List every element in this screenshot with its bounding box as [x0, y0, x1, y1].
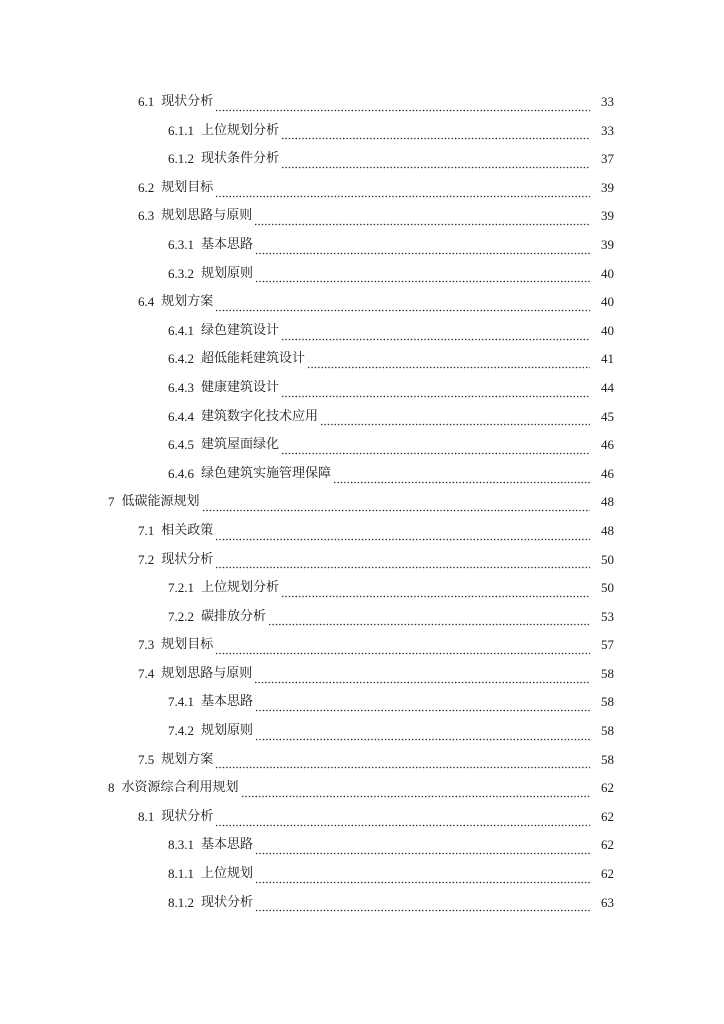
toc-entry-number: 6.3	[138, 208, 155, 224]
toc-entry-page: 62	[601, 780, 614, 796]
toc-entry[interactable]	[0, 317, 724, 346]
toc-entry[interactable]	[0, 860, 724, 889]
toc-entry-number: 6.4.5	[168, 437, 194, 453]
dot-leader	[215, 814, 590, 827]
toc-entry-title: 健康建筑设计	[201, 379, 280, 395]
toc-entry[interactable]	[0, 574, 724, 603]
toc-entry-number: 8	[108, 780, 115, 796]
toc-entry-number: 7.4.2	[168, 723, 194, 739]
toc-entry-title: 相关政策	[161, 522, 214, 538]
toc-entry-page: 40	[601, 294, 614, 310]
toc-entry-title: 上位规划分析	[201, 122, 280, 138]
toc-entry-page: 58	[601, 751, 614, 767]
toc-entry-title: 现状分析	[161, 94, 214, 109]
toc-entry[interactable]	[0, 831, 724, 860]
toc-entry-title: 现状分析	[161, 808, 214, 824]
toc-entry-title: 基本思路	[201, 837, 254, 853]
toc-entry-number: 7.2.2	[168, 608, 194, 624]
toc-entry-number: 7	[108, 494, 115, 510]
dot-leader	[254, 671, 590, 684]
toc-entry-page: 39	[601, 236, 614, 252]
toc-entry[interactable]	[0, 488, 724, 517]
dot-leader	[320, 413, 590, 426]
toc-entry-title: 碳排放分析	[201, 608, 267, 624]
toc-entry-page: 58	[601, 723, 614, 739]
toc-entry-page: 58	[601, 665, 614, 681]
toc-entry-number: 6.4.2	[168, 351, 194, 367]
toc-entry-page: 50	[601, 551, 614, 567]
toc-entry-number: 6.3.2	[168, 265, 194, 281]
toc-entry-number: 8.1.2	[168, 894, 194, 910]
toc-entry[interactable]	[0, 431, 724, 460]
toc-entry-number: 8.1	[138, 808, 155, 824]
toc-entry-title: 上位规划	[201, 866, 254, 882]
toc-entry-title: 规划目标	[161, 179, 214, 195]
toc-entry-number: 7.3	[138, 637, 155, 653]
toc-entry-page: 39	[601, 208, 614, 224]
toc-entry-page: 50	[601, 580, 614, 596]
toc-entry[interactable]	[0, 403, 724, 432]
toc-entry-number: 8.1.1	[168, 866, 194, 882]
toc-entry[interactable]	[0, 174, 724, 203]
toc-entry[interactable]	[0, 145, 724, 174]
toc-entry-title: 绿色建筑设计	[201, 322, 280, 338]
dot-leader	[215, 528, 590, 541]
toc-entry[interactable]	[0, 374, 724, 403]
toc-entry-page: 58	[601, 694, 614, 710]
toc-entry[interactable]	[0, 345, 724, 374]
toc-entry-title: 建筑屋面绿化	[201, 437, 280, 453]
toc-entry-title: 现状分析	[161, 551, 214, 567]
toc-entry-page: 53	[601, 608, 614, 624]
toc-entry[interactable]	[0, 688, 724, 717]
toc-entry-title: 水资源综合利用规划	[121, 780, 239, 796]
dot-leader	[255, 242, 590, 255]
toc-entry-title: 规划思路与原则	[161, 665, 253, 681]
toc-entry-number: 7.4.1	[168, 694, 194, 710]
toc-entry[interactable]	[0, 202, 724, 231]
toc-entry-number: 6.4	[138, 294, 155, 310]
toc-entry-number: 7.2.1	[168, 580, 194, 596]
toc-entry-page: 45	[601, 408, 614, 424]
toc-entry-number: 6.3.1	[168, 236, 194, 252]
toc-entry-title: 绿色建筑实施管理保障	[201, 465, 332, 481]
toc-entry-number: 6.1	[138, 94, 155, 109]
toc-entry-title: 低碳能源规划	[121, 494, 200, 510]
toc-entry-number: 7.5	[138, 751, 155, 767]
dot-leader	[255, 699, 590, 712]
toc-entry-title: 基本思路	[201, 694, 254, 710]
dot-leader	[215, 99, 590, 112]
toc-entry-page: 33	[601, 122, 614, 138]
dot-leader	[215, 299, 590, 312]
table-of-contents	[0, 88, 724, 917]
dot-leader	[255, 728, 590, 741]
toc-entry[interactable]	[0, 231, 724, 260]
toc-entry-page: 46	[601, 437, 614, 453]
dot-leader	[215, 556, 590, 569]
dot-leader	[268, 613, 590, 626]
toc-entry-title: 基本思路	[201, 236, 254, 252]
dot-leader	[215, 642, 590, 655]
dot-leader	[281, 442, 590, 455]
toc-entry-number: 7.4	[138, 665, 155, 681]
dot-leader	[241, 785, 590, 798]
toc-entry-page: 46	[601, 465, 614, 481]
toc-entry[interactable]	[0, 117, 724, 146]
toc-entry-page: 62	[601, 808, 614, 824]
toc-entry-page: 37	[601, 151, 614, 167]
dot-leader	[255, 899, 590, 912]
dot-leader	[255, 842, 590, 855]
dot-leader	[281, 585, 590, 598]
toc-entry[interactable]	[0, 288, 724, 317]
toc-entry-number: 8.3.1	[168, 837, 194, 853]
toc-entry[interactable]	[0, 631, 724, 660]
toc-entry-page: 48	[601, 494, 614, 510]
toc-entry-page: 44	[601, 379, 614, 395]
toc-entry[interactable]	[0, 746, 724, 775]
dot-leader	[281, 127, 590, 140]
toc-entry[interactable]	[0, 803, 724, 832]
toc-entry-number: 6.1.2	[168, 151, 194, 167]
dot-leader	[281, 385, 590, 398]
toc-entry-number: 6.4.3	[168, 379, 194, 395]
toc-entry-title: 规划方案	[161, 294, 214, 310]
dot-leader	[307, 356, 590, 369]
toc-entry-page: 57	[601, 637, 614, 653]
toc-entry-page: 63	[601, 894, 614, 910]
dot-leader	[215, 756, 590, 769]
toc-entry-number: 6.1.1	[168, 122, 194, 138]
dot-leader	[202, 499, 590, 512]
toc-entry-page: 40	[601, 322, 614, 338]
toc-entry[interactable]	[0, 717, 724, 746]
toc-entry-page: 62	[601, 837, 614, 853]
toc-entry-title: 规划原则	[201, 723, 254, 739]
toc-entry-number: 6.4.6	[168, 465, 194, 481]
toc-entry-title: 规划目标	[161, 637, 214, 653]
toc-entry[interactable]	[0, 546, 724, 575]
toc-entry[interactable]	[0, 88, 724, 117]
dot-leader	[215, 185, 590, 198]
toc-entry-page: 33	[601, 94, 614, 109]
dot-leader	[333, 471, 590, 484]
toc-entry-title: 建筑数字化技术应用	[201, 408, 319, 424]
toc-entry[interactable]	[0, 603, 724, 632]
toc-entry-title: 现状条件分析	[201, 151, 280, 167]
toc-entry-number: 6.2	[138, 179, 155, 195]
toc-entry-page: 39	[601, 179, 614, 195]
toc-entry[interactable]	[0, 260, 724, 289]
dot-leader	[281, 156, 590, 169]
dot-leader	[255, 270, 590, 283]
toc-entry[interactable]	[0, 774, 724, 803]
toc-entry[interactable]	[0, 460, 724, 489]
toc-entry-number: 7.2	[138, 551, 155, 567]
toc-entry-number: 6.4.1	[168, 322, 194, 338]
toc-entry[interactable]	[0, 517, 724, 546]
toc-entry-page: 62	[601, 866, 614, 882]
dot-leader	[254, 213, 590, 226]
toc-entry[interactable]	[0, 660, 724, 689]
toc-entry[interactable]	[0, 889, 724, 918]
dot-leader	[281, 328, 590, 341]
toc-entry-page: 41	[601, 351, 614, 367]
toc-entry-title: 规划原则	[201, 265, 254, 281]
toc-entry-title: 规划方案	[161, 751, 214, 767]
toc-entry-title: 规划思路与原则	[161, 208, 253, 224]
toc-entry-number: 7.1	[138, 522, 155, 538]
toc-entry-title: 超低能耗建筑设计	[201, 351, 306, 367]
toc-entry-number: 6.4.4	[168, 408, 194, 424]
toc-entry-page: 40	[601, 265, 614, 281]
toc-entry-page: 48	[601, 522, 614, 538]
toc-entry-title: 上位规划分析	[201, 580, 280, 596]
toc-entry-title: 现状分析	[201, 894, 254, 910]
dot-leader	[255, 871, 590, 884]
